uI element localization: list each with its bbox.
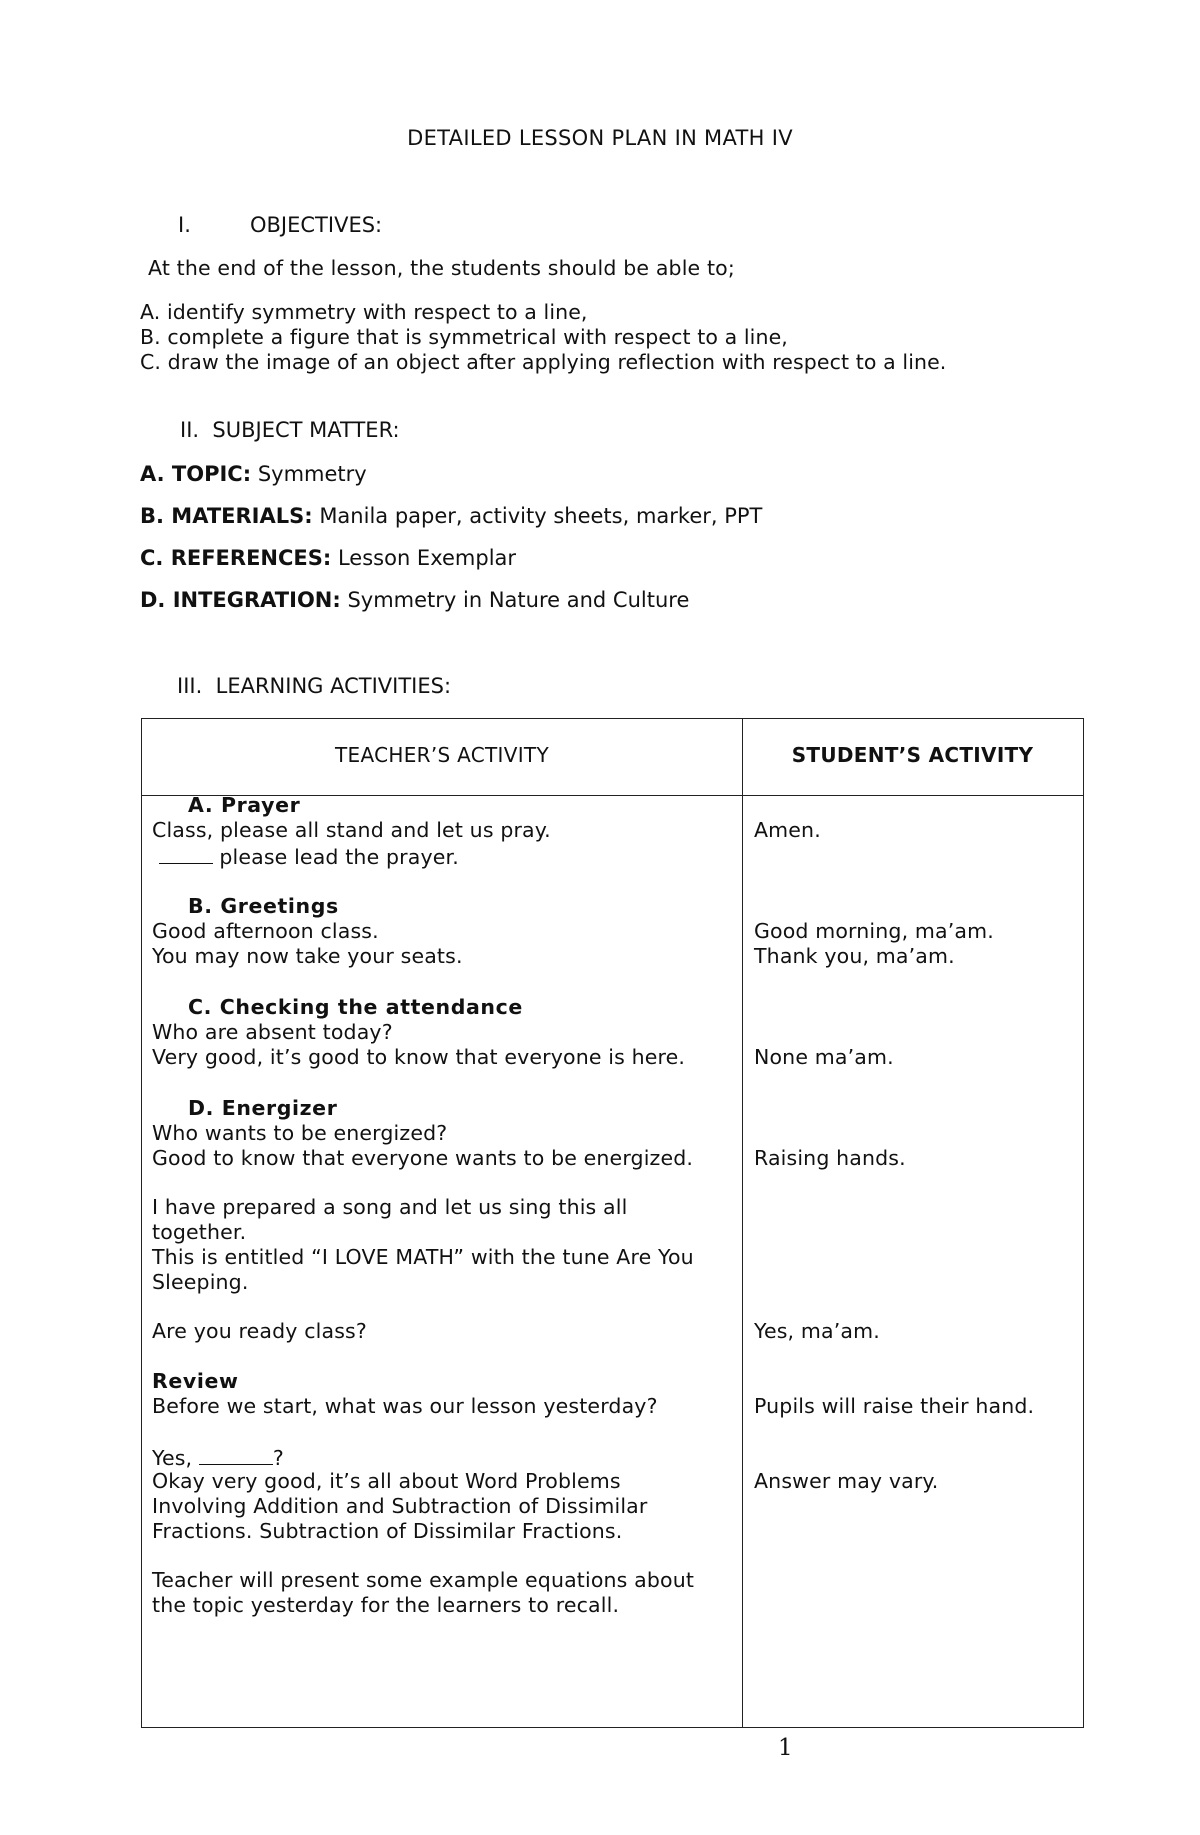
attendance-teacher-line: Who are absent today?	[152, 1020, 393, 1044]
energizer-teacher-line: I have prepared a song and let us sing this all	[152, 1195, 628, 1219]
objectives-list	[140, 300, 946, 375]
subject-integration	[140, 588, 689, 612]
energizer-heading: D. Energizer	[188, 1096, 338, 1120]
objectives-heading	[178, 213, 382, 237]
subject-integration-label: D. INTEGRATION:	[140, 588, 341, 612]
prayer-teacher-line: Class, please all stand and let us pray.	[152, 818, 551, 842]
greetings-student-line: Good morning, ma’am.	[754, 919, 994, 943]
objectives-label: OBJECTIVES:	[250, 213, 383, 237]
learning-activities-heading	[177, 674, 451, 698]
document-title: DETAILED LESSON PLAN IN MATH IV	[407, 126, 793, 150]
objective-item: B. complete a figure that is symmetrical with respect to a line,	[140, 325, 788, 349]
objective-item: C. draw the image of an object after applying reflection with respect to a line.	[140, 350, 947, 374]
subject-topic	[140, 462, 367, 486]
review-teacher-line: Teacher will present some example equations about	[152, 1568, 695, 1592]
review-teacher-line	[152, 1444, 284, 1470]
name-blank	[159, 843, 213, 864]
energizer-teacher-line: Who wants to be energized?	[152, 1121, 448, 1145]
greetings-teacher-line: You may now take your seats.	[152, 944, 463, 968]
subject-integration-value: Symmetry in Nature and Culture	[347, 588, 690, 612]
subject-topic-value: Symmetry	[257, 462, 367, 486]
review-heading: Review	[152, 1369, 239, 1393]
review-student-line: Answer may vary.	[754, 1469, 939, 1493]
learning-activities-number: III.	[177, 674, 203, 698]
review-question-mark: ?	[272, 1446, 284, 1470]
review-teacher-line: Before we start, what was our lesson yesterday?	[152, 1394, 658, 1418]
energizer-teacher-line: This is entitled “I LOVE MATH” with the tune Are You	[152, 1245, 694, 1269]
subject-matter-number: II.	[180, 418, 200, 442]
subject-references-label: C. REFERENCES:	[140, 546, 332, 570]
prayer-lead-text: please lead the prayer.	[219, 845, 459, 869]
prayer-teacher-line	[152, 843, 459, 869]
column-divider	[742, 719, 743, 1727]
teacher-activity-header: TEACHER’S ACTIVITY	[335, 743, 549, 767]
energizer-teacher-line: together.	[152, 1220, 247, 1244]
attendance-student-line: None ma’am.	[754, 1045, 894, 1069]
subject-topic-label: A. TOPIC:	[140, 462, 252, 486]
attendance-teacher-line: Very good, it’s good to know that everyone is here.	[152, 1045, 686, 1069]
objectives-number: I.	[178, 213, 191, 237]
name-blank	[199, 1444, 273, 1465]
review-yes-text: Yes,	[152, 1446, 193, 1470]
attendance-heading: C. Checking the attendance	[188, 995, 523, 1019]
learning-activities-label: LEARNING ACTIVITIES:	[215, 674, 452, 698]
review-teacher-line: Okay very good, it’s all about Word Problems	[152, 1469, 621, 1493]
energizer-teacher-line: Are you ready class?	[152, 1319, 367, 1343]
subject-matter-label: SUBJECT MATTER:	[212, 418, 400, 442]
student-activity-header: STUDENT’S ACTIVITY	[791, 743, 1034, 767]
subject-references	[140, 546, 516, 570]
energizer-student-line: Yes, ma’am.	[754, 1319, 880, 1343]
energizer-teacher-line: Sleeping.	[152, 1270, 249, 1294]
subject-references-value: Lesson Exemplar	[337, 546, 517, 570]
review-teacher-line: the topic yesterday for the learners to recall.	[152, 1593, 620, 1617]
greetings-student-line: Thank you, ma’am.	[754, 944, 955, 968]
review-teacher-line: Fractions. Subtraction of Dissimilar Fractions.	[152, 1519, 623, 1543]
greetings-teacher-line: Good afternoon class.	[152, 919, 379, 943]
learning-activities-table	[141, 718, 1084, 1728]
subject-materials-label: B. MATERIALS:	[140, 504, 313, 528]
subject-materials-value: Manila paper, activity sheets, marker, PPT	[319, 504, 763, 528]
subject-matter-heading	[180, 418, 400, 442]
review-teacher-line: Involving Addition and Subtraction of Dissimilar	[152, 1494, 648, 1518]
energizer-student-line: Raising hands.	[754, 1146, 906, 1170]
page-number: 1	[778, 1735, 793, 1761]
energizer-teacher-line: Good to know that everyone wants to be energized.	[152, 1146, 694, 1170]
subject-materials	[140, 504, 762, 528]
prayer-student-line: Amen.	[754, 818, 821, 842]
prayer-heading: A. Prayer	[188, 793, 301, 817]
objective-item: A. identify symmetry with respect to a line,	[140, 300, 588, 324]
objectives-intro: At the end of the lesson, the students should be able to;	[148, 256, 735, 280]
greetings-heading: B. Greetings	[188, 894, 339, 918]
review-student-line: Pupils will raise their hand.	[754, 1394, 1035, 1418]
